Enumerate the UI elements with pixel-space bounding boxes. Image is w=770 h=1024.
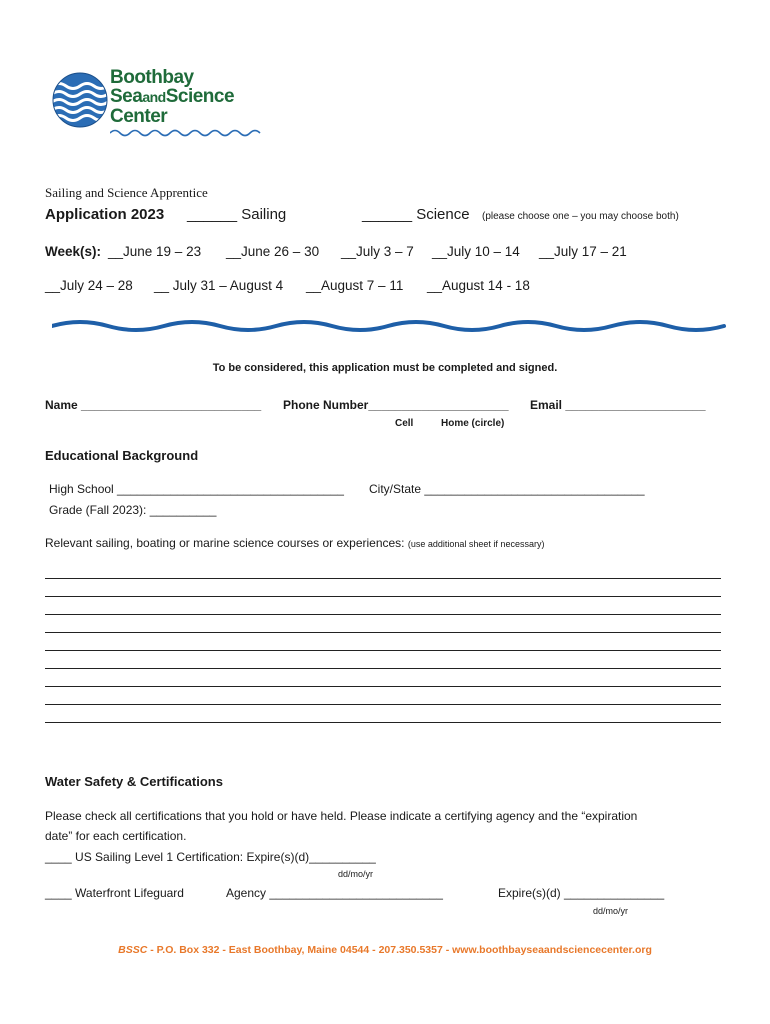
answer-line[interactable] bbox=[45, 632, 721, 633]
footer-org: BSSC bbox=[118, 944, 148, 956]
logo-line-3: Center bbox=[110, 106, 168, 127]
logo bbox=[52, 68, 252, 140]
notice-text: To be considered, this application must be completed and signed. bbox=[212, 362, 558, 374]
lifeguard-field[interactable]: ____ Waterfront Lifeguard bbox=[45, 886, 184, 900]
answer-line[interactable] bbox=[45, 722, 721, 723]
date-format-hint: dd/mo/yr bbox=[338, 869, 374, 879]
answer-line[interactable] bbox=[45, 668, 721, 669]
week-option[interactable]: __June 19 – 23 bbox=[108, 244, 202, 259]
instructions-line-2: date” for each certification. bbox=[45, 829, 187, 843]
week-option[interactable]: __July 3 – 7 bbox=[341, 244, 414, 259]
answer-line[interactable] bbox=[45, 578, 721, 579]
city-state-field[interactable]: City/State _________________________________ bbox=[369, 482, 645, 496]
weeks-label: Week(s): bbox=[45, 244, 102, 259]
relevant-prompt-text: Relevant sailing, boating or marine science courses or experiences: bbox=[45, 536, 405, 550]
footer-contact bbox=[0, 944, 770, 956]
logo-wordmark bbox=[110, 68, 234, 126]
week-option[interactable]: __July 17 – 21 bbox=[539, 244, 627, 259]
email-field[interactable]: Email _____________________ bbox=[530, 398, 706, 412]
globe-waves-icon bbox=[52, 72, 108, 128]
education-heading: Educational Background bbox=[45, 448, 199, 463]
phone-type-cell[interactable]: Cell bbox=[395, 418, 414, 429]
high-school-field[interactable]: High School __________________________________ bbox=[49, 482, 344, 496]
logo-wave-line-icon bbox=[110, 128, 262, 138]
relevant-experience-prompt bbox=[45, 536, 544, 550]
grade-field[interactable]: Grade (Fall 2023): __________ bbox=[49, 503, 217, 517]
expire-field[interactable]: Expire(s)(d) _______________ bbox=[498, 886, 665, 900]
answer-line[interactable] bbox=[45, 650, 721, 651]
wave-divider-icon bbox=[52, 316, 728, 336]
date-format-hint: dd/mo/yr bbox=[593, 906, 629, 916]
logo-line-1: Boothbay bbox=[110, 67, 194, 88]
water-safety-heading: Water Safety & Certifications bbox=[45, 774, 223, 789]
program-subtitle: Sailing and Science Apprentice bbox=[45, 185, 208, 200]
footer-address: - P.O. Box 332 - East Boothbay, Maine 04544 - 207.350.5357 - www.boothbayseaandsciencecenter.org bbox=[147, 944, 652, 956]
choice-note: (please choose one – you may choose both) bbox=[482, 211, 679, 222]
phone-type-home[interactable]: Home (circle) bbox=[441, 418, 505, 429]
logo-line-2a: Sea bbox=[110, 86, 143, 107]
week-option[interactable]: __August 14 - 18 bbox=[427, 278, 530, 293]
answer-line[interactable] bbox=[45, 686, 721, 687]
logo-line-2b: and bbox=[142, 89, 166, 105]
phone-field[interactable]: Phone Number_____________________ bbox=[283, 398, 509, 412]
week-option[interactable]: __July 10 – 14 bbox=[432, 244, 520, 259]
week-option[interactable]: __June 26 – 30 bbox=[226, 244, 320, 259]
logo-line-2c: Science bbox=[165, 86, 235, 107]
science-option[interactable]: ______ Science bbox=[362, 206, 470, 223]
relevant-note: (use additional sheet if necessary) bbox=[407, 539, 545, 549]
sailing-option[interactable]: ______ Sailing bbox=[187, 206, 287, 223]
us-sailing-field[interactable]: ____ US Sailing Level 1 Certification: Expire(s)(d)__________ bbox=[45, 850, 376, 864]
week-option[interactable]: __ July 31 – August 4 bbox=[154, 278, 284, 293]
instructions-line-1: Please check all certifications that you hold or have held. Please indicate a certifying agency and the “expiration bbox=[45, 809, 638, 823]
application-title: Application 2023 bbox=[45, 206, 165, 223]
answer-line[interactable] bbox=[45, 614, 721, 615]
name-field[interactable]: Name ___________________________ bbox=[45, 398, 262, 412]
answer-line[interactable] bbox=[45, 596, 721, 597]
week-option[interactable]: __July 24 – 28 bbox=[45, 278, 133, 293]
answer-line[interactable] bbox=[45, 704, 721, 705]
agency-field[interactable]: Agency __________________________ bbox=[226, 886, 443, 900]
week-option[interactable]: __August 7 – 11 bbox=[306, 278, 404, 293]
